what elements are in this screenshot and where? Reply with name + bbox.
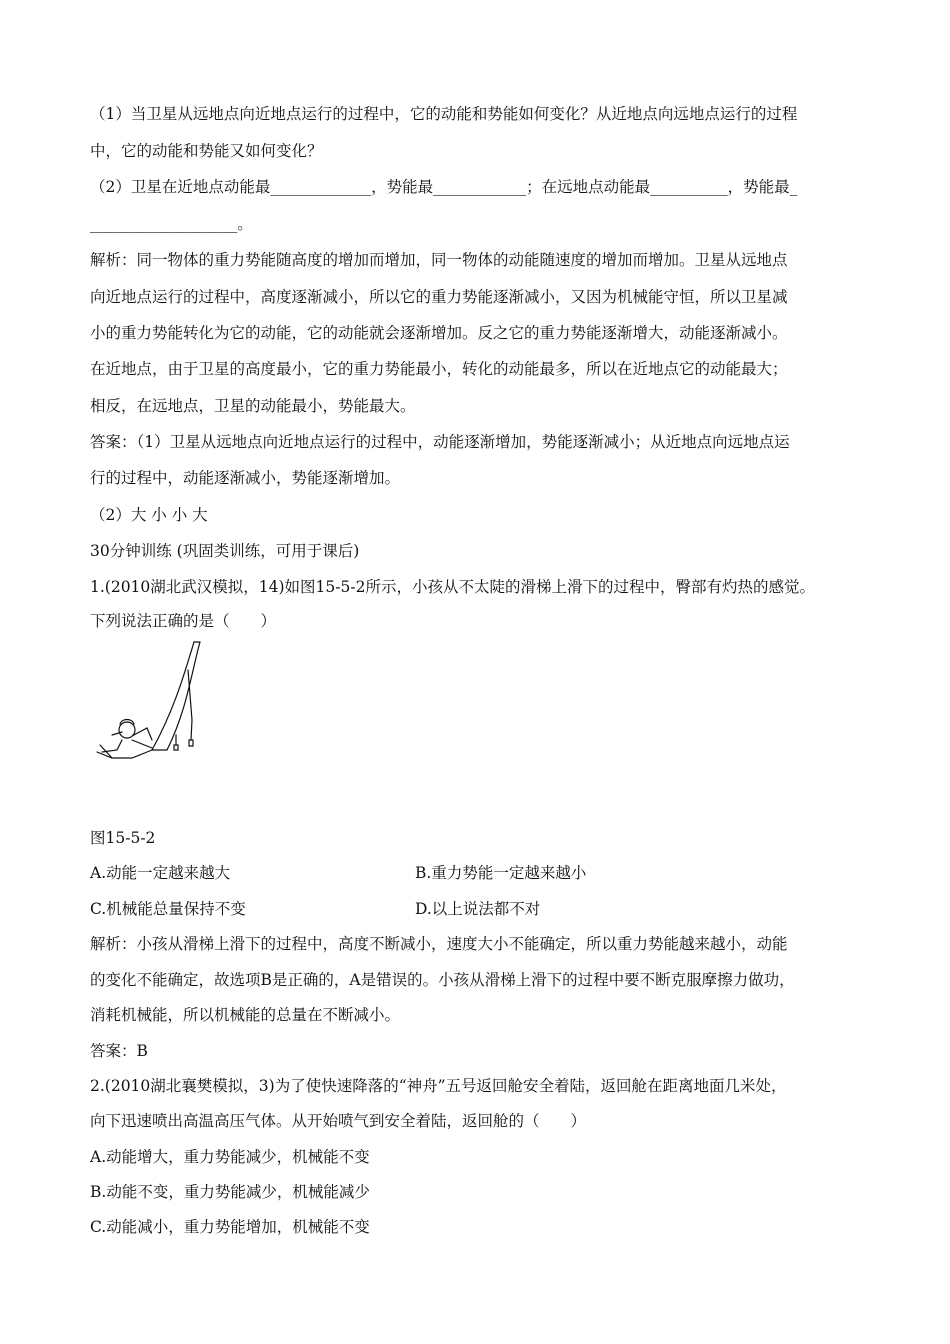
question-1-line-2: 下列说法正确的是（ ） (90, 612, 277, 630)
figure-caption: 图15-5-2 (90, 829, 156, 847)
question-part-2-line-2: ___________________。 (90, 215, 253, 233)
analysis-1-line-2: 的变化不能确定，故选项B是正确的，A是错误的。小孩从滑梯上滑下的过程中要不断克服摩擦力做功， (90, 971, 795, 989)
analysis-line-5: 相反，在远地点，卫星的动能最小，势能最大。 (90, 397, 416, 415)
answer-line-1: 答案：（1）卫星从远地点向近地点运行的过程中，动能逐渐增加，势能逐渐减小；从近地点向远地点运 (90, 433, 790, 451)
question-part-1-line-2: 中，它的动能和势能又如何变化？ (90, 142, 323, 160)
question-2-option-b: B.动能不变，重力势能减少，机械能减少 (90, 1183, 370, 1201)
question-1-line-1: 1.(2010湖北武汉模拟，14)如图15-5-2所示，小孩从不太陡的滑梯上滑下的过程中，臀部有灼热的感觉。 (90, 578, 815, 596)
analysis-line-2: 向近地点运行的过程中，高度逐渐减小，所以它的重力势能逐渐减小，又因为机械能守恒，所以卫星减 (90, 288, 788, 306)
question-2-line-2: 向下迅速喷出高温高压气体。从开始喷气到安全着陆，返回舱的（ ） (90, 1112, 587, 1130)
analysis-line-4: 在近地点，由于卫星的高度最小，它的重力势能最小，转化的动能最多，所以在近地点它的动能最大； (90, 360, 788, 378)
analysis-1-line-1: 解析：小孩从滑梯上滑下的过程中，高度不断减小，速度大小不能确定，所以重力势能越来越小，动能 (90, 935, 788, 953)
question-part-1-line-1: （1）当卫星从远地点向近地点运行的过程中，它的动能和势能如何变化？从近地点向远地点运行的过程 (90, 105, 798, 123)
answer-part-2: （2）大 小 小 大 (90, 506, 208, 524)
analysis-line-1: 解析：同一物体的重力势能随高度的增加而增加，同一物体的动能随速度的增加而增加。卫星从远地点 (90, 251, 788, 269)
question-2-option-a: A.动能增大，重力势能减少，机械能不变 (90, 1148, 370, 1166)
answer-1: 答案：B (90, 1042, 148, 1060)
option-a: A.动能一定越来越大 (90, 864, 231, 882)
analysis-1-line-3: 消耗机械能，所以机械能的总量在不断减小。 (90, 1006, 401, 1024)
question-2-line-1: 2.(2010湖北襄樊模拟，3)为了使快速降落的“神舟”五号返回舱安全着陆，返回舱在距离地面几米处， (90, 1077, 787, 1095)
option-d: D.以上说法都不对 (415, 900, 541, 918)
slide-figure (92, 640, 202, 760)
section-heading: 30分钟训练 (巩固类训练，可用于课后) (90, 542, 360, 560)
answer-line-2: 行的过程中，动能逐渐减小，势能逐渐增加。 (90, 469, 401, 487)
question-2-option-c: C.动能减小，重力势能增加，机械能不变 (90, 1218, 370, 1236)
analysis-line-3: 小的重力势能转化为它的动能，它的动能就会逐渐增加。反之它的重力势能逐渐增大，动能逐渐减小。 (90, 324, 788, 342)
option-b: B.重力势能一定越来越小 (415, 864, 587, 882)
question-part-2-line-1: （2）卫星在近地点动能最_____________，势能最____________；在远地点动能最__________，势能最_ (90, 178, 798, 196)
option-c: C.机械能总量保持不变 (90, 900, 246, 918)
